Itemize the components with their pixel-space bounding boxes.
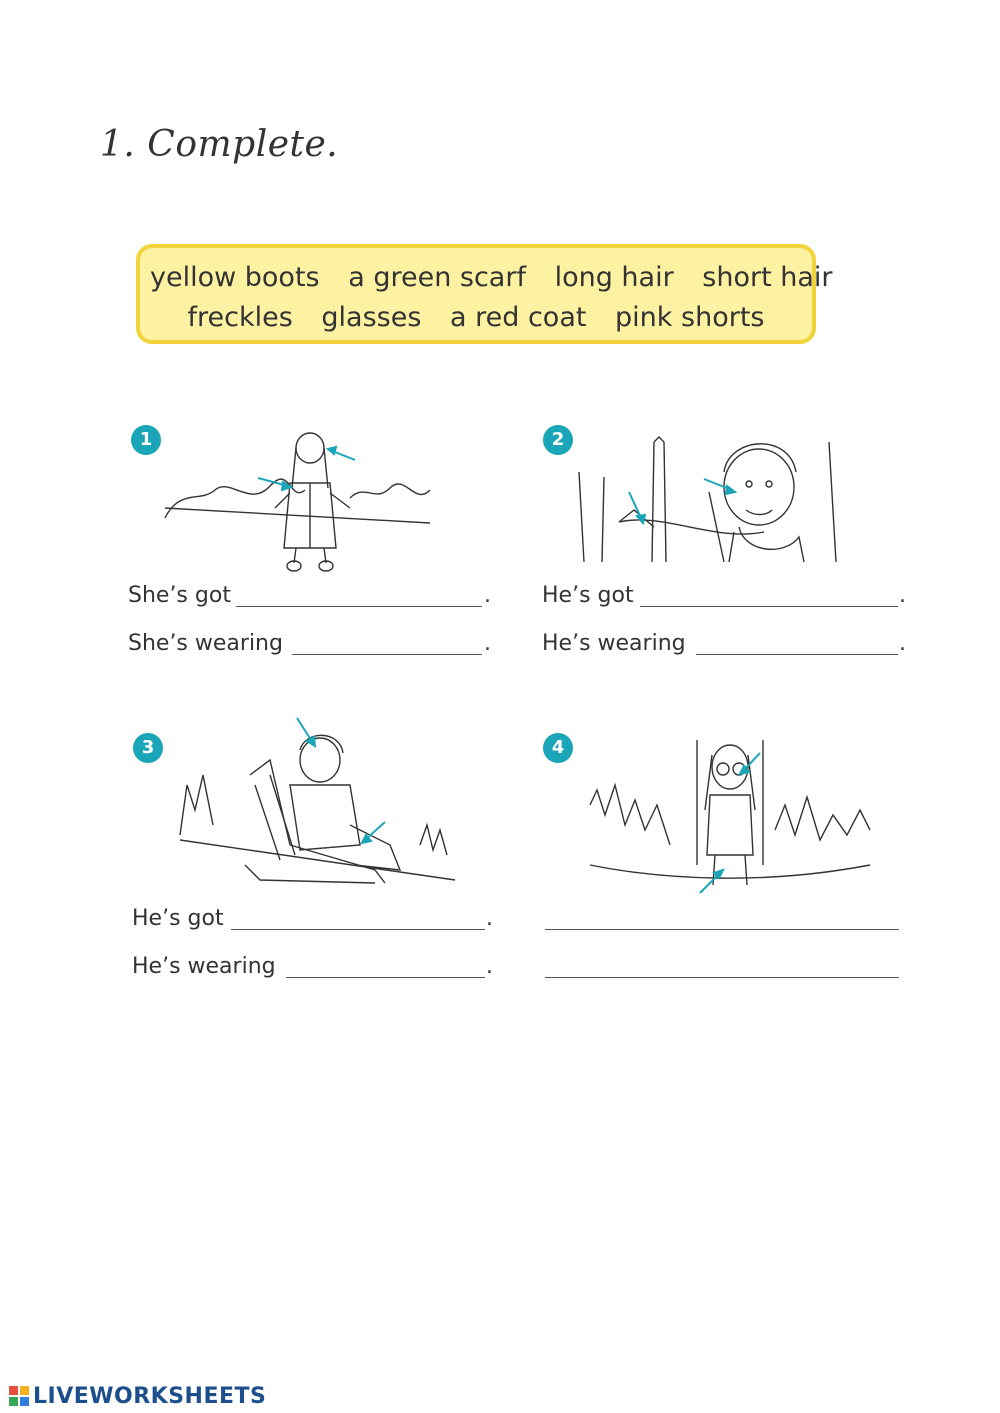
answer-blank[interactable] <box>292 654 482 655</box>
period: . <box>484 631 491 656</box>
word-bank-item: freckles <box>187 302 293 333</box>
word-bank-item: a green scarf <box>348 262 526 293</box>
sentence-start: She’s wearing <box>128 631 283 656</box>
exercise-number-badge: 3 <box>133 733 163 763</box>
girl-in-coat-illustration <box>160 428 440 573</box>
answer-blank[interactable] <box>545 977 899 978</box>
word-bank-row-1 <box>140 262 833 293</box>
period: . <box>486 954 493 979</box>
answer-blank[interactable] <box>640 606 898 607</box>
exercise-number-badge: 4 <box>543 733 573 763</box>
word-bank-item: pink shorts <box>615 302 765 333</box>
sentence-start: He’s wearing <box>542 631 686 656</box>
liveworksheets-logo-icon <box>8 1385 30 1407</box>
period: . <box>486 906 493 931</box>
girl-on-swing-illustration <box>585 735 875 895</box>
answer-blank[interactable] <box>231 929 485 930</box>
sentence-start: He’s wearing <box>132 954 276 979</box>
answer-blank[interactable] <box>696 654 898 655</box>
exercise-title: 1. Complete. <box>100 124 339 165</box>
period: . <box>899 631 906 656</box>
answer-blank[interactable] <box>545 929 899 930</box>
word-bank-row-2 <box>140 302 812 333</box>
brand-name: LIVEWORKSHEETS <box>33 1383 267 1409</box>
sentence-start: She’s got <box>128 583 231 608</box>
word-bank-item: a red coat <box>449 302 587 333</box>
footer-brand <box>8 1382 266 1410</box>
exercise-number-badge: 2 <box>543 425 573 455</box>
word-bank-item: yellow boots <box>150 262 320 293</box>
boy-with-scarf-illustration <box>574 432 844 572</box>
word-bank-item: short hair <box>702 262 833 293</box>
period: . <box>899 583 906 608</box>
answer-blank[interactable] <box>236 606 482 607</box>
sentence-start: He’s got <box>132 906 224 931</box>
word-bank-item: glasses <box>321 302 422 333</box>
exercise-number-badge: 1 <box>131 425 161 455</box>
boy-on-sled-illustration <box>175 715 460 885</box>
period: . <box>484 583 491 608</box>
sentence-start: He’s got <box>542 583 634 608</box>
word-bank-item: long hair <box>554 262 674 293</box>
answer-blank[interactable] <box>286 977 485 978</box>
word-bank <box>136 244 833 344</box>
